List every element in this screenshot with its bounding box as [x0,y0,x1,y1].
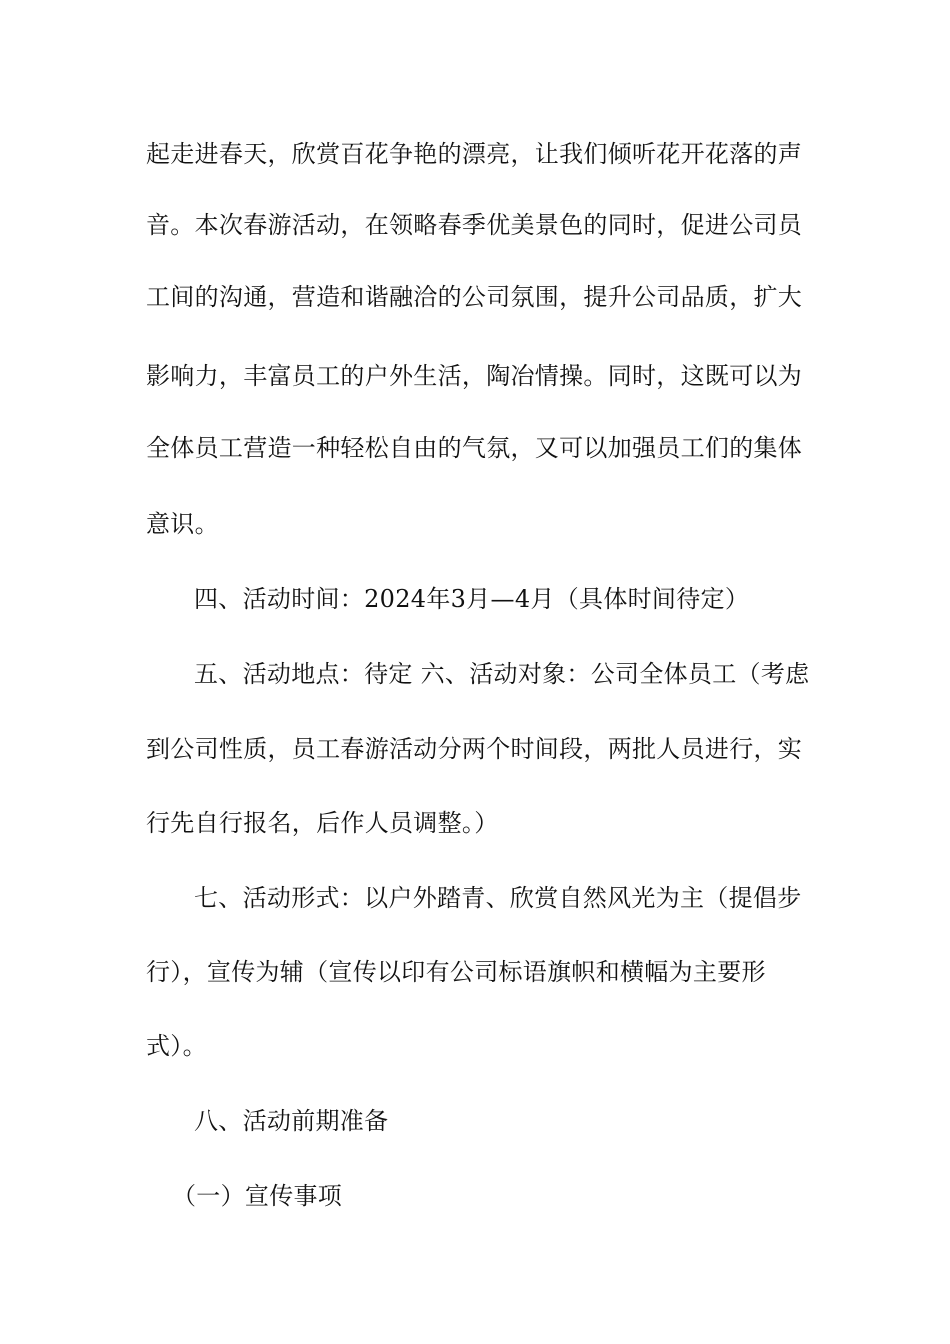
section-5-6-line-2: 到公司性质，员工春游活动分两个时间段，两批人员进行，实 [146,735,803,763]
section-5-6-line-1: 五、活动地点：待定 六、活动对象：公司全体员工（考虑 [194,660,810,688]
section-8-heading: 八、活动前期准备 [194,1107,389,1135]
section-7-line-1: 七、活动形式：以户外踏青、欣赏自然风光为主（提倡步 [194,884,802,912]
paragraph-line-1: 起走进春天，欣赏百花争艳的漂亮，让我们倾听花开花落的声 [146,140,803,168]
paragraph-line-3: 工间的沟通，营造和谐融洽的公司氛围，提升公司品质，扩大 [146,283,803,311]
paragraph-line-6: 意识。 [146,510,219,538]
section-4-activity-time: 四、活动时间：2024年3月—4月（具体时间待定） [194,585,750,613]
section-7-line-3: 式）。 [146,1032,207,1060]
paragraph-line-2: 音。本次春游活动，在领略春季优美景色的同时，促进公司员 [146,211,803,239]
subsection-1-heading: （一）宣传事项 [172,1182,343,1210]
section-7-line-2: 行），宣传为辅（宣传以印有公司标语旗帜和横幅为主要形 [146,958,766,986]
paragraph-line-4: 影响力，丰富员工的户外生活，陶冶情操。同时，这既可以为 [146,362,803,390]
section-5-6-line-3: 行先自行报名，后作人员调整。） [146,809,499,837]
paragraph-line-5: 全体员工营造一种轻松自由的气氛，又可以加强员工们的集体 [146,434,803,462]
